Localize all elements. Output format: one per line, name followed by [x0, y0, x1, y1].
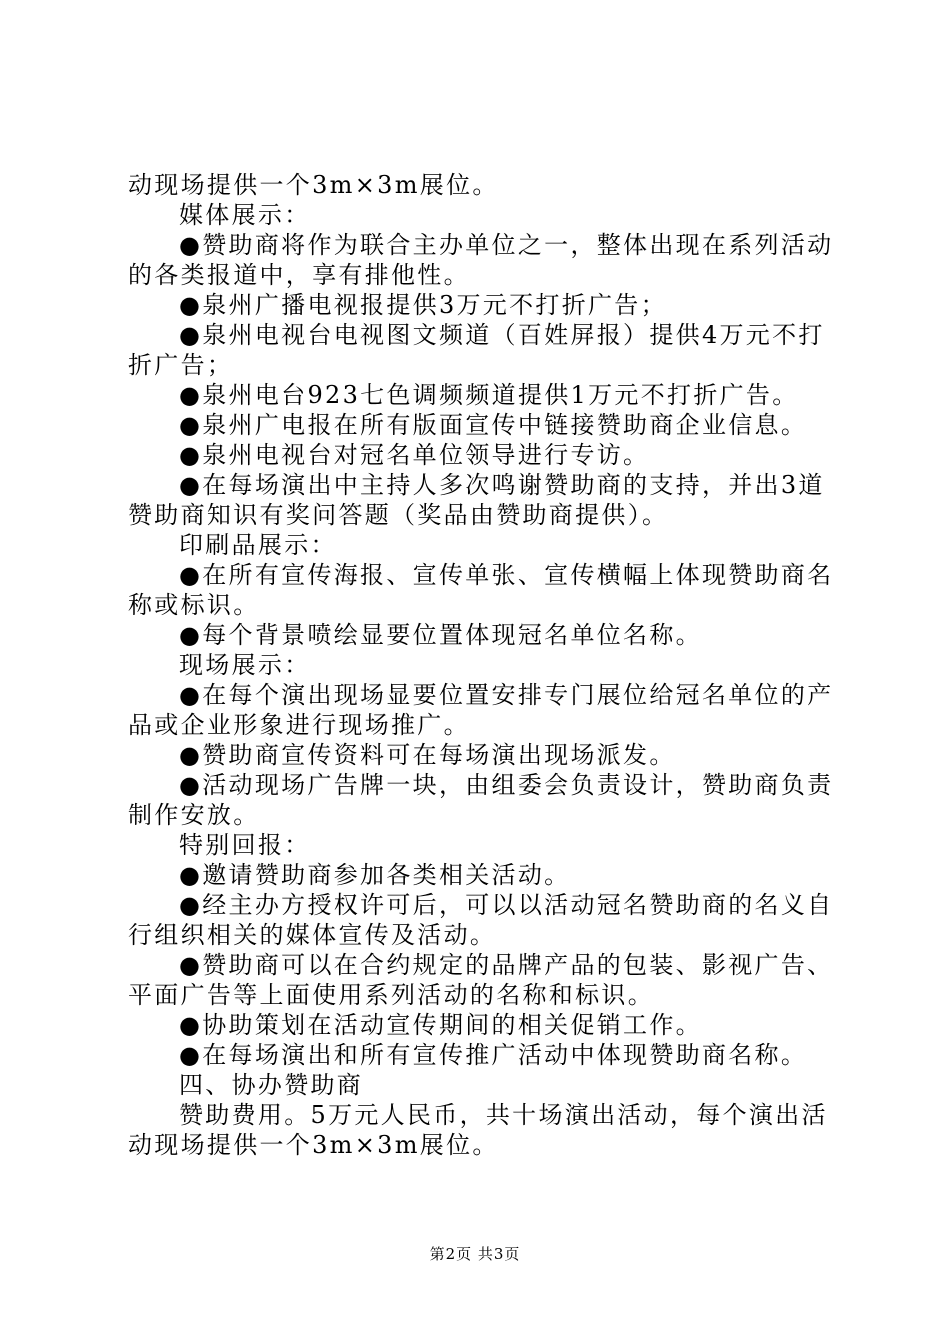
document-body: [128, 170, 834, 1160]
body-paragraph: ●在每场演出中主持人多次鸣谢赞助商的支持，并出3道赞助商知识有奖问答题（奖品由赞助商提供）。: [128, 471, 825, 529]
body-paragraph: ●协助策划在活动宣传期间的相关促销工作。: [179, 1011, 702, 1039]
body-paragraph: ●每个背景喷绘显要位置体现冠名单位名称。: [179, 621, 702, 649]
body-paragraph: ●泉州电视台对冠名单位领导进行专访。: [179, 441, 650, 469]
body-paragraph: ●泉州广电报在所有版面宣传中链接赞助商企业信息。: [179, 411, 808, 439]
body-paragraph: ●活动现场广告牌一块，由组委会负责设计，赞助商负责制作安放。: [128, 771, 834, 829]
body-paragraph: ●赞助商宣传资料可在每场演出现场派发。: [179, 741, 676, 769]
body-paragraph: ●赞助商将作为联合主办单位之一，整体出现在系列活动的各类报道中，享有排他性。: [128, 231, 834, 289]
section-heading: 现场展示：: [179, 651, 311, 679]
body-paragraph: ●在每个演出现场显要位置安排专门展位给冠名单位的产品或企业形象进行现场推广。: [128, 681, 834, 739]
body-paragraph: 动现场提供一个3m×3m展位。: [128, 171, 499, 199]
section-heading: 四、协办赞助商: [179, 1071, 364, 1099]
section-heading: 媒体展示：: [179, 201, 311, 229]
body-paragraph: ●泉州广播电视报提供3万元不打折广告；: [179, 291, 667, 319]
section-heading: 印刷品展示：: [179, 531, 337, 559]
body-paragraph: ●经主办方授权许可后，可以以活动冠名赞助商的名义自行组织相关的媒体宣传及活动。: [128, 891, 834, 949]
body-paragraph: ●在所有宣传海报、宣传单张、宣传横幅上体现赞助商名称或标识。: [128, 561, 834, 619]
section-heading: 特别回报：: [179, 831, 311, 859]
body-paragraph: ●在每场演出和所有宣传推广活动中体现赞助商名称。: [179, 1041, 808, 1069]
body-paragraph: ●泉州电视台电视图文频道（百姓屏报）提供4万元不打折广告；: [128, 321, 825, 379]
body-paragraph: ●邀请赞助商参加各类相关活动。: [179, 861, 571, 889]
body-paragraph: 赞助费用。5万元人民币，共十场演出活动，每个演出活动现场提供一个3m×3m展位。: [128, 1101, 828, 1159]
page-footer: 第2页 共3页: [429, 1245, 521, 1263]
body-paragraph: ●赞助商可以在合约规定的品牌产品的包装、影视广告、平面广告等上面使用系列活动的名称和标识。: [128, 951, 834, 1009]
body-paragraph: ●泉州电台923七色调频频道提供1万元不打折广告。: [179, 381, 799, 409]
